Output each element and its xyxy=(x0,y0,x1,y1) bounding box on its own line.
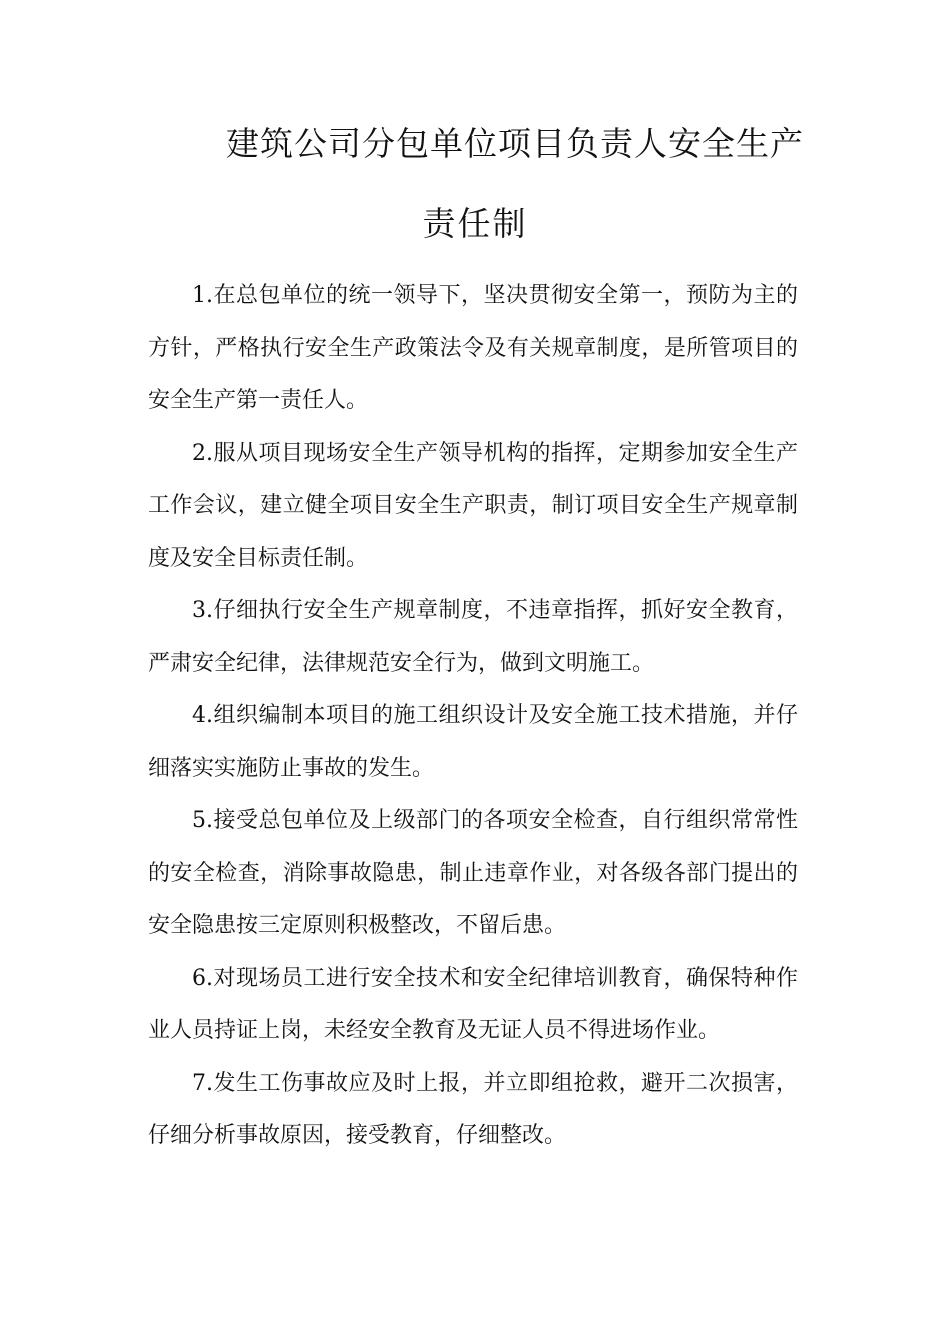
paragraph-7: 7.发生工伤事故应及时上报，并立即组抢救，避开二次损害，仔细分析事故原因，接受教育，仔细整改。 xyxy=(148,1070,798,1148)
paragraph-4: 4.组织编制本项目的施工组织设计及安全施工技术措施，并仔细落实实施防止事故的发生。 xyxy=(148,703,798,781)
document-title-line-2: 责任制 xyxy=(422,204,528,243)
document-title-line-1: 建筑公司分包单位项目负责人安全生产 xyxy=(226,124,804,163)
paragraph-3: 3.仔细执行安全生产规章制度，不违章指挥，抓好安全教育，严肃安全纪律，法律规范安全行为，做到文明施工。 xyxy=(148,598,798,676)
paragraph-1: 1.在总包单位的统一领导下，坚决贯彻安全第一，预防为主的方针，严格执行安全生产政策法令及有关规章制度，是所管项目的安全生产第一责任人。 xyxy=(148,283,798,413)
paragraph-6: 6.对现场员工进行安全技术和安全纪律培训教育，确保特种作业人员持证上岗，未经安全教育及无证人员不得进场作业。 xyxy=(148,965,798,1043)
document-body xyxy=(148,270,798,1163)
paragraph-5: 5.接受总包单位及上级部门的各项安全检查，自行组织常常性的安全检查，消除事故隐患，制止违章作业，对各级各部门提出的安全隐患按三定原则积极整改，不留后患。 xyxy=(148,808,798,938)
paragraph-2: 2.服从项目现场安全生产领导机构的指挥，定期参加安全生产工作会议，建立健全项目安全生产职责，制订项目安全生产规章制度及安全目标责任制。 xyxy=(148,440,798,571)
